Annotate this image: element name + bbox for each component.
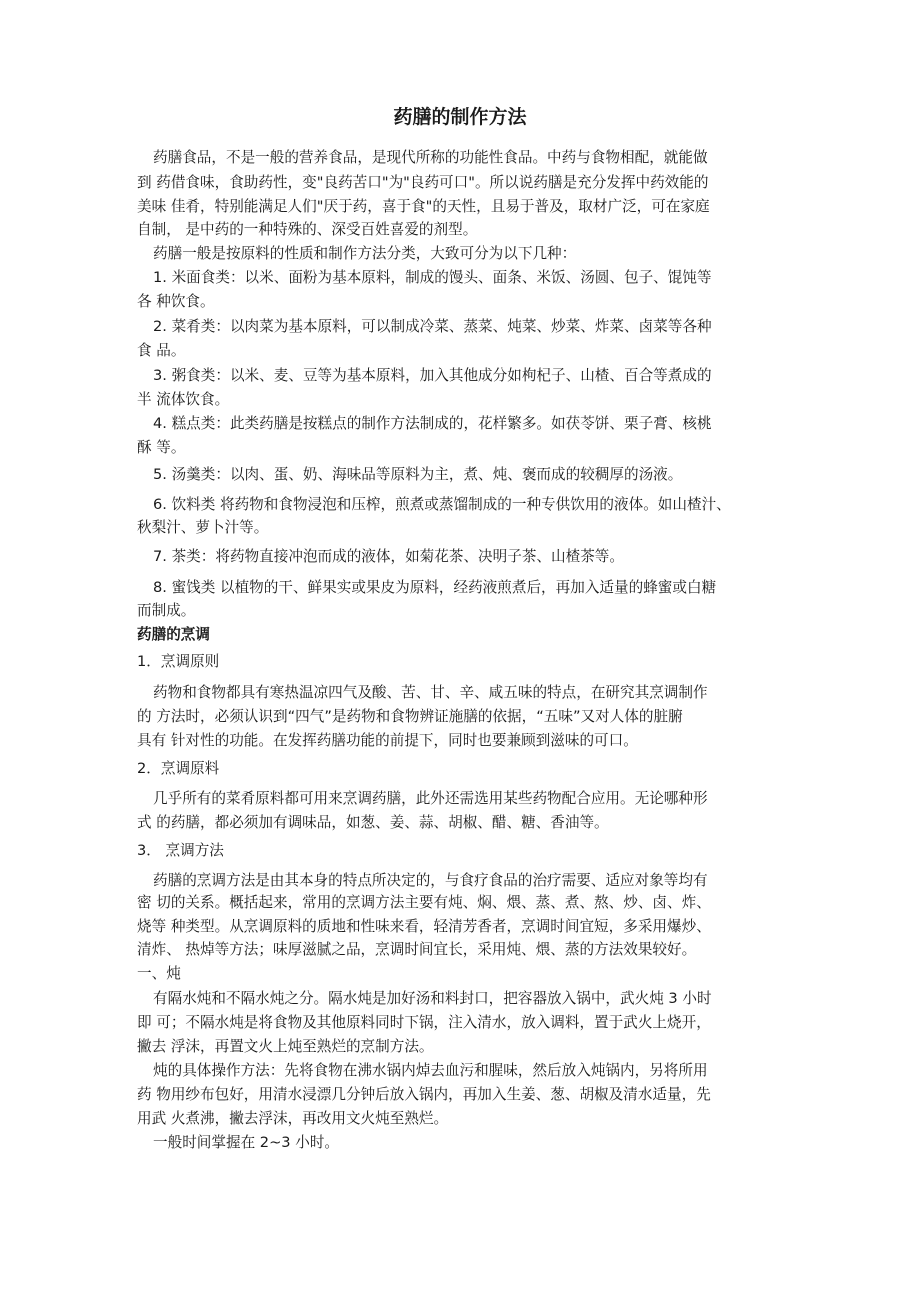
body-line: 撇去 浮沫，再置文火上炖至熟烂的烹制方法。 xyxy=(137,1038,434,1055)
subsection-heading: 1．烹调原则 xyxy=(137,653,220,670)
category-item-cont: 食 品。 xyxy=(137,342,186,359)
body-line: 用武 火煮沸，撇去浮沫，再改用文火炖至熟烂。 xyxy=(137,1110,449,1127)
section-heading: 药膳的烹调 xyxy=(137,626,210,643)
page-title: 药膳的制作方法 xyxy=(393,106,527,128)
intro-line: 美味 佳肴，特别能满足人们"厌于药，喜于食"的天性，且易于普及，取材广泛，可在家庭 xyxy=(137,198,710,215)
subsection-heading: 3． 烹调方法 xyxy=(137,842,224,859)
subsection-heading: 一、炖 xyxy=(137,965,181,982)
category-item: 3. 粥食类：以米、麦、豆等为基本原料，加入其他成分如枸杞子、山楂、百合等煮成的 xyxy=(153,367,712,384)
category-item: 6. 饮料类 将药物和食物浸泡和压榨，煎煮或蒸馏制成的一种专供饮用的液体。如山楂汁、 xyxy=(153,496,731,513)
body-line: 一般时间掌握在 2~3 小时。 xyxy=(153,1134,340,1151)
category-item-cont: 半 流体饮食。 xyxy=(137,391,230,408)
subsection-heading: 2．烹调原料 xyxy=(137,760,220,777)
intro-line: 药膳食品，不是一般的营养食品，是现代所称的功能性食品。中药与食物相配，就能做 xyxy=(153,149,708,166)
body-line: 即 可；不隔水炖是将食物及其他原料同时下锅，注入清水，放入调料，置于武火上烧开， xyxy=(137,1014,711,1031)
category-item: 8. 蜜饯类 以植物的干、鲜果实或果皮为原料，经药液煎煮后，再加入适量的蜂蜜或白糖 xyxy=(153,579,717,596)
category-item: 2. 菜肴类：以肉菜为基本原料，可以制成冷菜、蒸菜、炖菜、炒菜、炸菜、卤菜等各种 xyxy=(153,318,712,335)
body-line: 药 物用纱布包好，用清水浸漂几分钟后放入锅内，再加入生姜、葱、胡椒及清水适量，先 xyxy=(137,1086,711,1103)
category-item-cont: 而制成。 xyxy=(137,602,196,619)
intro-line: 自制， 是中药的一种特殊的、深受百姓喜爱的剂型。 xyxy=(137,221,478,238)
body-line: 烧等 种类型。从烹调原料的质地和性味来看，轻清芳香者，烹调时间宜短，多采用爆炒、 xyxy=(137,918,711,935)
body-line: 药物和食物都具有寒热温凉四气及酸、苦、甘、辛、咸五味的特点，在研究其烹调制作 xyxy=(153,684,708,701)
category-item-cont: 各 种饮食。 xyxy=(137,293,215,310)
body-line: 几乎所有的菜肴原料都可用来烹调药膳，此外还需选用某些药物配合应用。无论哪种形 xyxy=(153,790,708,807)
body-line: 密 切的关系。概括起来，常用的烹调方法主要有炖、焖、煨、蒸、煮、熬、炒、卤、炸、 xyxy=(137,894,711,911)
intro-line: 到 药借食味，食助药性，变"良药苦口"为"良药可口"。所以说药膳是充分发挥中药效能的 xyxy=(137,174,709,191)
category-item: 7. 茶类：将药物直接冲泡而成的液体，如菊花茶、决明子茶、山楂茶等。 xyxy=(153,548,624,565)
body-line: 炖的具体操作方法：先将食物在沸水锅内焯去血污和腥味，然后放入炖锅内，另将所用 xyxy=(153,1062,708,1079)
category-item: 1. 米面食类：以米、面粉为基本原料，制成的馒头、面条、米饭、汤圆、包子、馄饨等 xyxy=(153,269,712,286)
body-line: 有隔水炖和不隔水炖之分。隔水炖是加好汤和料封口，把容器放入锅中，武火炖 3 小时 xyxy=(153,990,712,1007)
body-line: 药膳的烹调方法是由其本身的特点所决定的，与食疗食品的治疗需要、适应对象等均有 xyxy=(153,872,708,889)
classify-intro: 药膳一般是按原料的性质和制作方法分类，大致可分为以下几种： xyxy=(153,245,577,262)
body-line: 的 方法时，必须认识到“四气”是药物和食物辨证施膳的依据，“五味”又对人体的脏腑 xyxy=(137,708,683,725)
body-line: 清炸、 热焯等方法；味厚滋腻之品，烹调时间宜长，采用炖、煨、蒸的方法效果较好。 xyxy=(137,941,697,958)
category-item-cont: 酥 等。 xyxy=(137,439,186,456)
body-line: 式 的药膳，都必须加有调味品，如葱、姜、蒜、胡椒、醋、糖、香油等。 xyxy=(137,814,609,831)
category-item-cont: 秋梨汁、萝卜汁等。 xyxy=(137,519,269,536)
category-item: 4. 糕点类：此类药膳是按糕点的制作方法制成的，花样繁多。如茯苓饼、栗子膏、核桃 xyxy=(153,415,712,432)
body-line: 具有 针对性的功能。在发挥药膳功能的前提下，同时也要兼顾到滋味的可口。 xyxy=(137,732,638,749)
category-item: 5. 汤羹类：以肉、蛋、奶、海味品等原料为主，煮、炖、褒而成的较稠厚的汤液。 xyxy=(153,466,683,483)
